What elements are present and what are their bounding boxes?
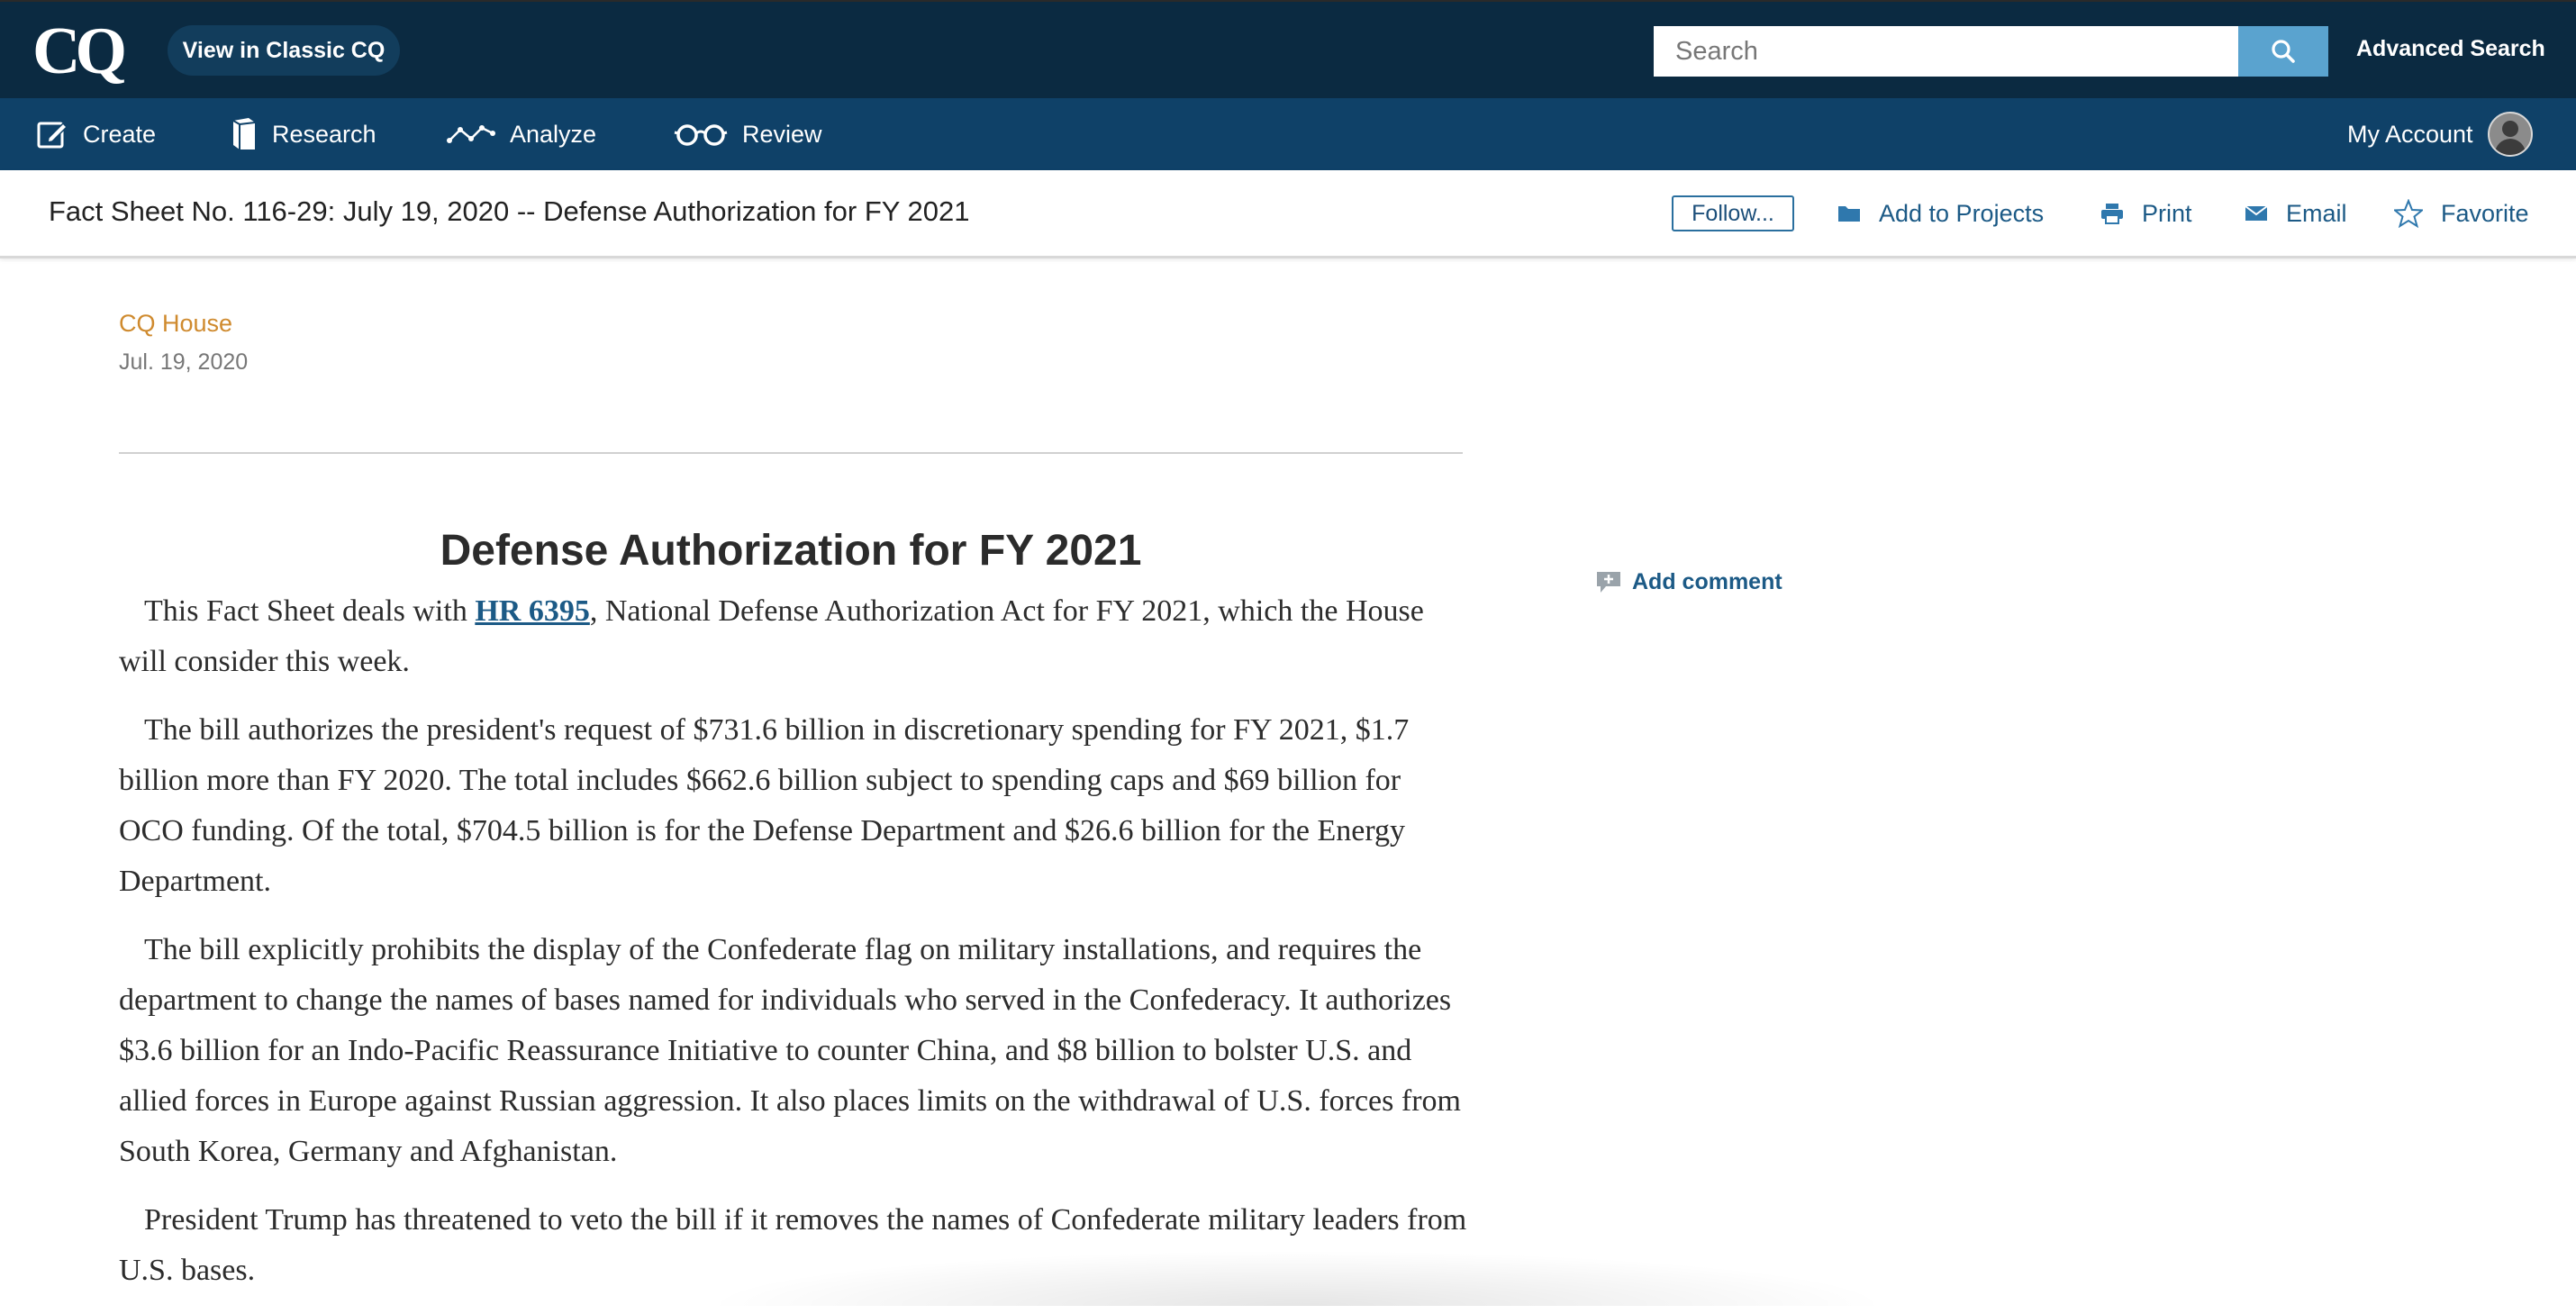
cq-logo[interactable]: CQ: [32, 14, 122, 88]
folder-icon: [1837, 204, 1861, 223]
search-button[interactable]: [2238, 26, 2328, 77]
nav-create-label: Create: [83, 120, 157, 148]
nav-create[interactable]: [36, 98, 156, 170]
print-label: Print: [2142, 199, 2192, 227]
divider: [119, 452, 1463, 454]
add-to-projects-label: Add to Projects: [1879, 199, 2045, 227]
top-bar: [0, 0, 2576, 98]
comment-icon: [1596, 571, 1621, 594]
avatar: [2488, 112, 2533, 157]
nav-review-label: Review: [742, 120, 822, 148]
print-button[interactable]: [2100, 195, 2192, 231]
add-comment-button[interactable]: [1596, 569, 1782, 595]
document-toolbar: [0, 170, 2576, 258]
add-to-projects-button[interactable]: [1837, 195, 2044, 231]
article-paragraph: President Trump has threatened to veto the bill if it removes the names of Confederate military leaders from U.S. bases.: [119, 1203, 1467, 1287]
advanced-search-link[interactable]: Advanced Search: [2356, 36, 2545, 61]
nav-analyze-label: Analyze: [510, 120, 597, 148]
book-icon: [231, 117, 258, 151]
article-body: [119, 586, 1470, 1314]
printer-icon: [2100, 203, 2124, 224]
article-paragraph: The bill explicitly prohibits the display of the Confederate flag on military installations, and requires the department to change the names of bases named for individuals who served in the Confederacy. It authorizes $3.6 billion for an Indo-Pacific Reassurance Initiative to counter China, and $8 billion to bolster U.S. and allied forces in Europe against Russian aggression. It also places limits on the withdrawal of U.S. forces from South Korea, Germany and Afghanistan.: [119, 933, 1461, 1168]
email-button[interactable]: [2245, 195, 2347, 231]
add-comment-label: Add comment: [1632, 569, 1782, 594]
view-classic-button[interactable]: View in Classic CQ: [168, 25, 400, 76]
line-graph-icon: [447, 122, 495, 146]
favorite-button[interactable]: [2394, 195, 2529, 231]
search-input[interactable]: [1654, 26, 2238, 77]
document-title: Fact Sheet No. 116-29: July 19, 2020 -- Defense Authorization for FY 2021: [49, 195, 970, 227]
bottom-overlay-shadow: [703, 1250, 1891, 1306]
article-paragraph: [119, 586, 1470, 687]
search-icon: [2271, 39, 2296, 64]
nav-review[interactable]: [674, 98, 822, 170]
nav-research[interactable]: [231, 98, 376, 170]
my-account-menu[interactable]: [2347, 98, 2533, 170]
follow-button[interactable]: Follow...: [1672, 195, 1794, 231]
nav-analyze[interactable]: [447, 98, 596, 170]
main-nav: [0, 98, 2576, 170]
paragraph-text: , National Defense Authorization Act for FY 2021, which the House will consider this week.: [119, 594, 1424, 678]
source-label[interactable]: CQ House: [119, 310, 233, 337]
user-silhouette-icon: [2490, 113, 2531, 155]
my-account-label: My Account: [2347, 120, 2473, 148]
nav-research-label: Research: [272, 120, 376, 148]
pencil-square-icon: [36, 118, 68, 150]
star-icon: [2394, 199, 2423, 228]
article-title: Defense Authorization for FY 2021: [440, 527, 1142, 575]
article-paragraph: The bill authorizes the president's request of $731.6 billion in discretionary spending for FY 2021, $1.7 billion more than FY 2020. The total includes $662.6 billion subject to spending caps and $69 billion for OCO funding. Of the total, $704.5 billion is for the Defense Department and $26.6 billion for the Energy Department.: [119, 713, 1410, 898]
paragraph-text: This Fact Sheet deals with: [144, 594, 476, 628]
bill-link[interactable]: HR 6395: [475, 594, 590, 628]
favorite-label: Favorite: [2441, 199, 2529, 227]
envelope-icon: [2245, 204, 2268, 222]
email-label: Email: [2286, 199, 2347, 227]
glasses-icon: [674, 122, 728, 147]
publish-date: Jul. 19, 2020: [119, 349, 249, 375]
